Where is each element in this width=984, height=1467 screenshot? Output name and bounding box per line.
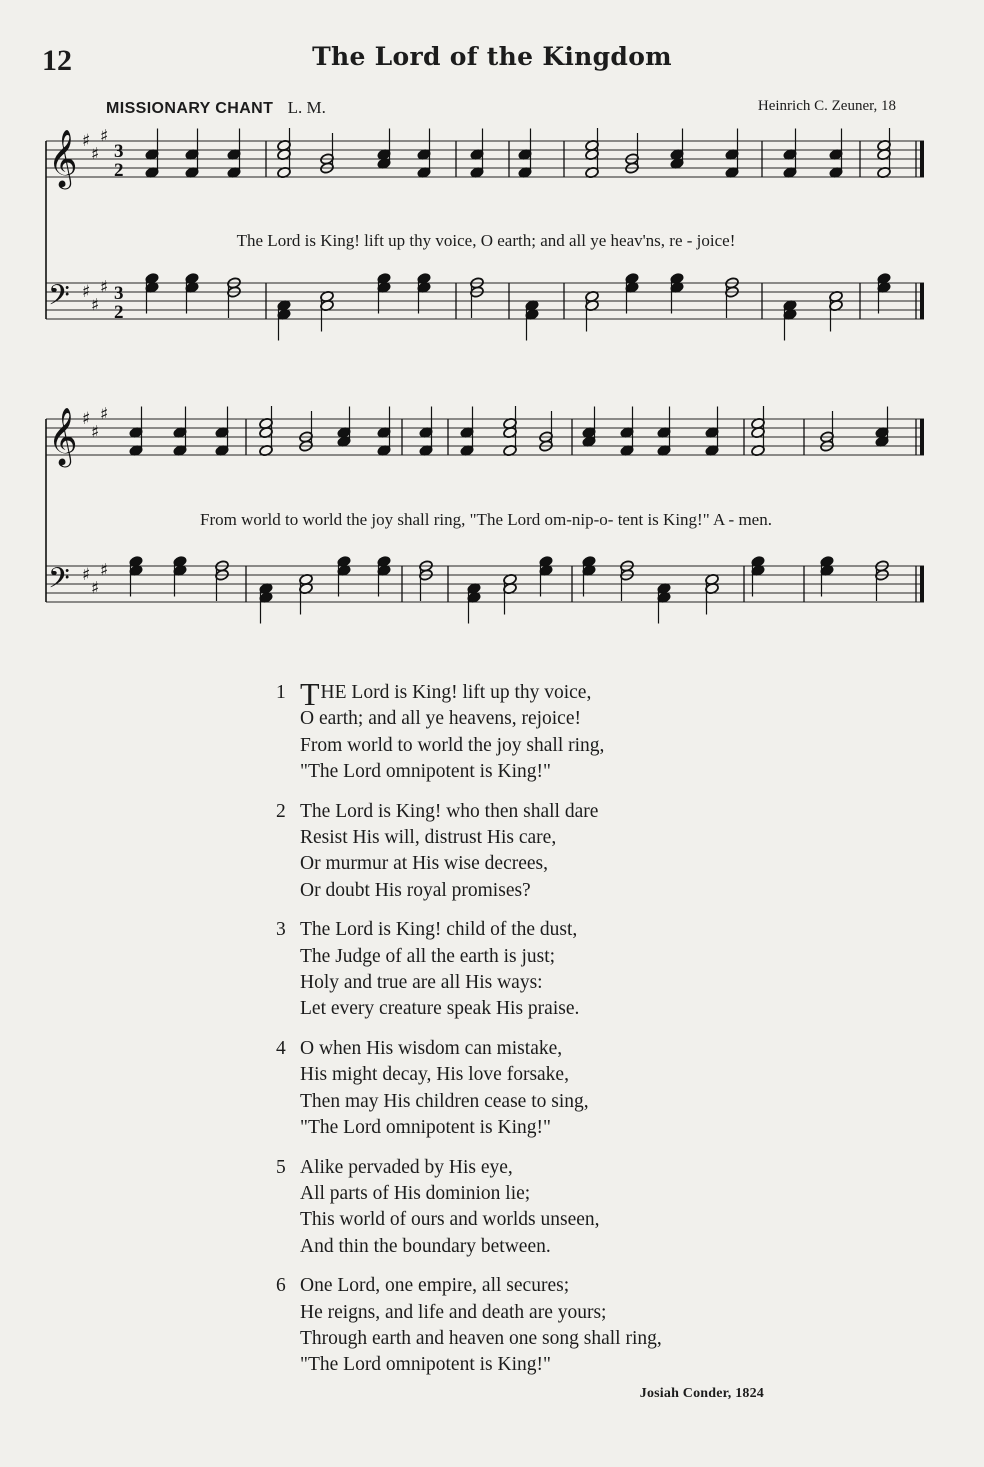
staff-treble bbox=[46, 128, 924, 190]
sharp-icon: ♯ bbox=[91, 422, 100, 443]
verse-line: 1 THE Lord is King! lift up thy voice, bbox=[276, 676, 592, 712]
verse-line: Resist His will, distrust His care, bbox=[300, 827, 557, 849]
time-signature: 2 bbox=[114, 302, 124, 323]
verse-number: 4 bbox=[276, 1037, 286, 1059]
verse-number: 2 bbox=[276, 800, 286, 822]
hymn-verses bbox=[276, 676, 796, 1392]
tune-header bbox=[106, 98, 896, 122]
verse-number: 5 bbox=[276, 1156, 286, 1178]
treble-clef-icon: 𝄞 bbox=[48, 129, 78, 187]
staff-bass bbox=[46, 272, 924, 340]
verse-number: 1 bbox=[276, 682, 286, 703]
verse-line: Holy and true are all His ways: bbox=[300, 972, 543, 994]
sharp-icon: ♯ bbox=[82, 282, 91, 302]
sharp-icon: ♯ bbox=[100, 406, 109, 425]
verse-line: "The Lord omnipotent is King!" bbox=[300, 761, 551, 783]
sharp-icon: ♯ bbox=[100, 128, 109, 147]
sharp-icon: ♯ bbox=[100, 560, 109, 581]
sharp-icon: ♯ bbox=[100, 277, 109, 298]
verse-1 bbox=[276, 676, 796, 786]
treble-clef-icon: 𝄞 bbox=[48, 407, 78, 465]
verse-line: And thin the boundary between. bbox=[300, 1235, 551, 1257]
music-system-1 bbox=[44, 128, 928, 358]
verse-6 bbox=[276, 1273, 796, 1379]
page-title: The Lord of the Kingdom bbox=[312, 42, 672, 71]
sharp-icon: ♯ bbox=[82, 565, 91, 585]
verse-line: All parts of His dominion lie; bbox=[300, 1182, 531, 1204]
tune-name: MISSIONARY CHANT bbox=[106, 100, 274, 117]
verse-line: He reigns, and life and death are yours; bbox=[300, 1301, 607, 1323]
tune-meter: L. M. bbox=[287, 98, 326, 117]
page-number: 12 bbox=[42, 44, 72, 77]
tune-composer: Heinrich C. Zeuner, 18 bbox=[757, 98, 896, 114]
sharp-icon: ♯ bbox=[91, 578, 100, 599]
verse-line: 6 One Lord, one empire, all secures; bbox=[276, 1273, 796, 1299]
verse-line: 4 O when His wisdom can mistake, bbox=[276, 1036, 796, 1062]
verse-line: Let every creature speak His praise. bbox=[300, 998, 580, 1020]
verse-line: The Judge of all the earth is just; bbox=[300, 945, 556, 967]
verse-line: Then may His children cease to sing, bbox=[300, 1090, 589, 1112]
verse-5 bbox=[276, 1155, 796, 1261]
verse-line: 3 The Lord is King! child of the dust, bbox=[276, 917, 796, 943]
verse-2 bbox=[276, 799, 796, 905]
lyric-line-2: From world to world the joy shall ring, "The Lord om-nip-o- tent is King!" A - men. bbox=[200, 510, 772, 529]
verse-4 bbox=[276, 1036, 796, 1142]
verse-line: 5 Alike pervaded by His eye, bbox=[276, 1155, 796, 1181]
time-signature: 3 bbox=[114, 283, 124, 304]
text-author: Josiah Conder, 1824 bbox=[639, 1386, 764, 1401]
music-system-2 bbox=[44, 406, 928, 646]
sharp-icon: ♯ bbox=[82, 409, 91, 429]
verse-3 bbox=[276, 917, 796, 1023]
verse-number: 3 bbox=[276, 919, 286, 941]
verse-line: This world of ours and worlds unseen, bbox=[300, 1209, 600, 1231]
sharp-icon: ♯ bbox=[91, 144, 100, 165]
verse-line: Or doubt His royal promises? bbox=[300, 879, 531, 901]
verse-line: From world to world the joy shall ring, bbox=[300, 734, 605, 756]
verse-number: 6 bbox=[276, 1275, 286, 1297]
staff-treble bbox=[46, 406, 924, 468]
staff-bass bbox=[46, 555, 924, 623]
bass-clef-icon: 𝄢 bbox=[48, 562, 70, 602]
verse-line: His might decay, His love forsake, bbox=[300, 1064, 569, 1086]
verse-line: "The Lord omnipotent is King!" bbox=[300, 1354, 551, 1376]
time-signature: 3 bbox=[114, 141, 124, 162]
verse-line: Through earth and heaven one song shall ring, bbox=[300, 1327, 662, 1349]
bass-clef-icon: 𝄢 bbox=[48, 279, 70, 319]
verse-line: O earth; and all ye heavens, rejoice! bbox=[300, 708, 581, 730]
verse-line: Or murmur at His wise decrees, bbox=[300, 853, 549, 875]
verse-line: 2 The Lord is King! who then shall dare bbox=[276, 799, 796, 825]
lyric-line-1: The Lord is King! lift up thy voice, O earth; and all ye heav'ns, re - joice! bbox=[236, 231, 736, 250]
verse-line: "The Lord omnipotent is King!" bbox=[300, 1117, 551, 1139]
time-signature: 2 bbox=[114, 160, 124, 181]
sharp-icon: ♯ bbox=[82, 131, 91, 151]
sharp-icon: ♯ bbox=[91, 295, 100, 316]
